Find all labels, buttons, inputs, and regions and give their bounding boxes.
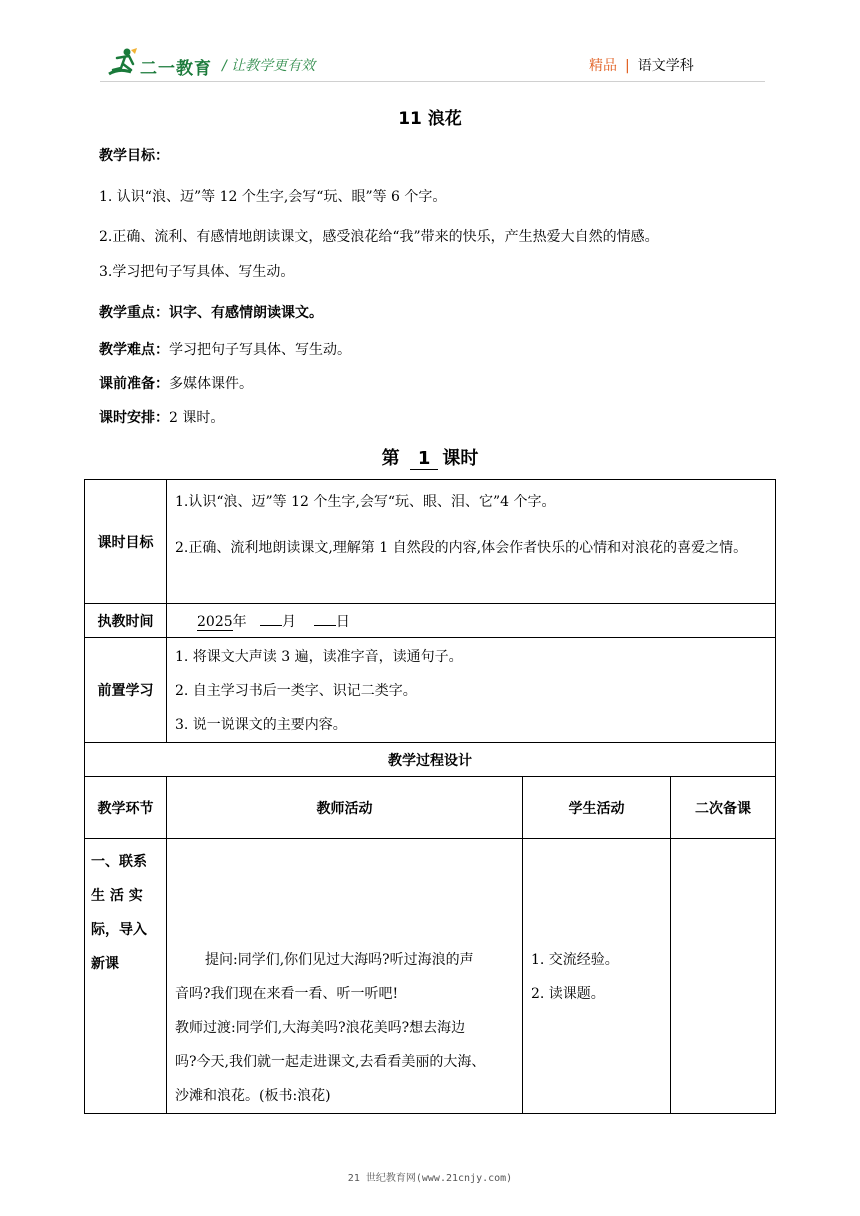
time-content	[167, 604, 776, 638]
objective-1: 1.认识“浪、迈”等 12 个生字,会写“玩、眼、泪、它”4 个字。	[175, 494, 556, 510]
stage-line-2: 生 活 实	[91, 888, 143, 904]
student-activity	[523, 839, 671, 1114]
prestudy-1: 1. 将课文大声读 3 遍，读准字音，读通句子。	[175, 649, 463, 665]
objective-label: 课时目标	[85, 480, 167, 604]
prestudy-label: 前置学习	[85, 638, 167, 743]
process-title-row	[85, 743, 776, 777]
teacher-line-4: 吗?今天,我们就一起走进课文,去看看美丽的大海、	[175, 1054, 486, 1070]
schedule-text: 2 课时。	[169, 410, 225, 426]
teacher-line-1: 提问:同学们,你们见过大海吗?听过海浪的声	[205, 952, 474, 968]
lesson-prefix: 第	[381, 448, 400, 469]
time-year-unit: 年	[232, 613, 247, 630]
difficulty-label: 教学难点：	[99, 342, 169, 358]
process-row-1	[85, 839, 776, 1114]
col-stage: 教学环节	[85, 777, 167, 839]
teacher-activity	[167, 839, 523, 1114]
goal-3: 3.学习把句子写具体、写生动。	[99, 264, 295, 280]
stage-line-1: 一、联系	[91, 854, 147, 870]
time-row	[85, 604, 776, 638]
header-divider	[100, 81, 765, 82]
col-student: 学生活动	[523, 777, 671, 839]
page-title: 11 浪花	[398, 109, 462, 129]
key-point-label: 教学重点：	[99, 305, 169, 321]
teacher-line-5: 沙滩和浪花。(板书:浪花)	[175, 1088, 331, 1104]
time-day-unit: 日	[335, 613, 350, 630]
col-teacher: 教师活动	[167, 777, 523, 839]
logo-text: 二一教育	[140, 59, 212, 79]
goals-label: 教学目标：	[99, 148, 169, 164]
teacher-line-3: 教师过渡:同学们,大海美吗?浪花美吗?想去海边	[175, 1020, 466, 1036]
schedule-label: 课时安排：	[99, 410, 169, 426]
stage-line-4: 新课	[91, 956, 119, 972]
goal-1: 1. 认识“浪、迈”等 12 个生字,会写“玩、眼”等 6 个字。	[99, 189, 447, 205]
process-title: 教学过程设计	[85, 743, 776, 777]
tag-subject: 语文学科	[637, 58, 694, 74]
tag-quality: 精品	[589, 58, 617, 74]
preparation-text: 多媒体课件。	[169, 376, 253, 392]
key-point	[99, 302, 323, 322]
slogan: / 让教学更有效	[222, 58, 316, 74]
stage-line-3: 际，导入	[91, 922, 147, 938]
tag-separator: |	[625, 58, 630, 74]
stage-cell	[85, 839, 167, 1114]
objective-content	[167, 480, 776, 604]
prestudy-3: 3. 说一说课文的主要内容。	[175, 717, 347, 733]
lesson-title	[0, 444, 860, 470]
objective-row	[85, 480, 776, 604]
schedule	[99, 407, 224, 427]
prestudy-row	[85, 638, 776, 743]
lesson-number: 1	[410, 448, 439, 470]
time-label: 执教时间	[85, 604, 167, 638]
time-year: 2025	[197, 613, 233, 630]
difficulty	[99, 339, 351, 359]
prestudy-2: 2. 自主学习书后一类字、识记二类字。	[175, 683, 417, 699]
notes-cell	[671, 839, 776, 1114]
col-notes: 二次备课	[671, 777, 776, 839]
lesson-suffix: 课时	[442, 448, 479, 469]
time-month-unit: 月	[282, 613, 296, 630]
time-month-blank	[260, 625, 282, 626]
teacher-line-2: 音吗?我们现在来看一看、听一听吧!	[175, 986, 399, 1002]
student-line-2: 2. 读课题。	[531, 986, 605, 1002]
lesson-plan-table	[84, 479, 776, 1114]
time-day-blank	[314, 625, 336, 626]
preparation-label: 课前准备：	[99, 376, 169, 392]
footer: 21 世纪教育网(www.21cnjy.com)	[347, 1173, 513, 1184]
key-point-text: 识字、有感情朗读课文。	[169, 305, 323, 321]
prestudy-content	[167, 638, 776, 743]
objective-2: 2.正确、流利地朗读课文,理解第 1 自然段的内容,体会作者快乐的心情和对浪花的喜爱之情。	[175, 540, 748, 556]
goal-2: 2.正确、流利、有感情地朗读课文，感受浪花给“我”带来的快乐，产生热爱大自然的情感。	[99, 229, 659, 245]
column-header-row	[85, 777, 776, 839]
student-line-1: 1. 交流经验。	[531, 952, 619, 968]
difficulty-text: 学习把句子写具体、写生动。	[169, 342, 351, 358]
preparation	[99, 373, 253, 393]
header-tags	[589, 55, 694, 75]
